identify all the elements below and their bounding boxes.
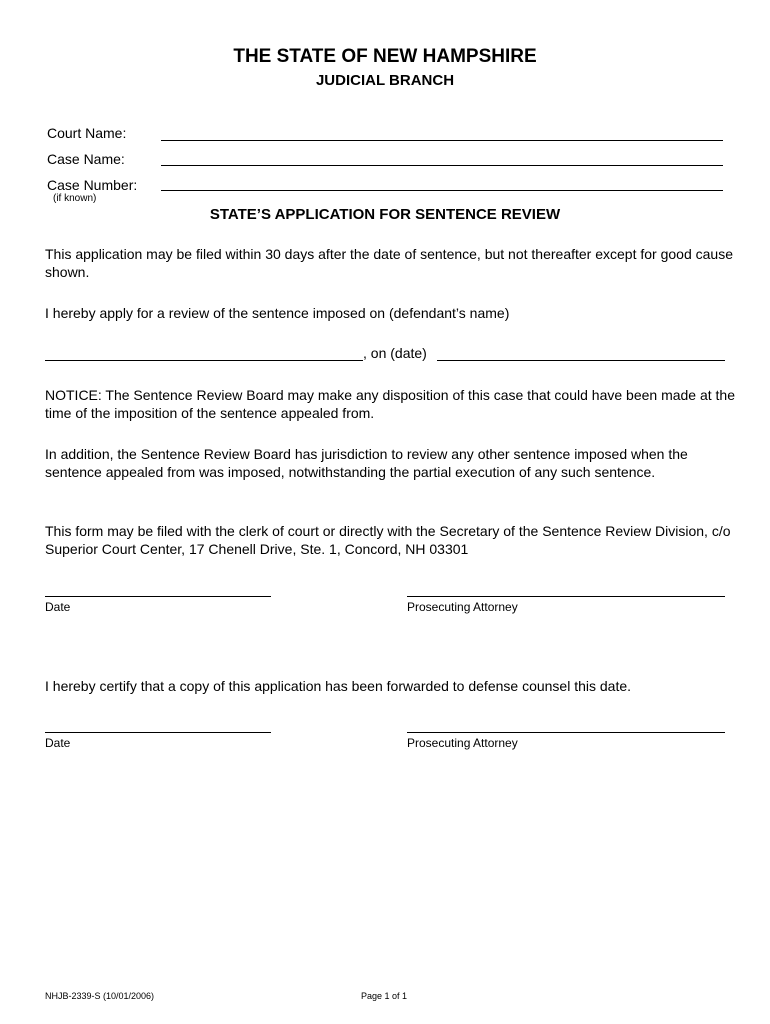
- court-name-field[interactable]: [161, 140, 723, 141]
- jurisdiction-paragraph: In addition, the Sentence Review Board has jurisdiction to review any other sentence imposed when the sentence appealed from was imposed, notwithstanding the partial execution of any such sentence.: [45, 446, 688, 480]
- filing-location-paragraph: This form may be filed with the clerk of court or directly with the Secretary of the Sentence Review Division, c/o Superior Court Center, 17 Chenell Drive, Ste. 1, Concord, NH 03301: [45, 523, 731, 557]
- page-number: Page 1 of 1: [361, 991, 408, 1001]
- attorney-signature-line-1[interactable]: [407, 596, 725, 597]
- case-number-label: Case Number:: [47, 177, 138, 193]
- attorney-signature-line-2[interactable]: [407, 732, 725, 733]
- defendant-name-field[interactable]: [45, 360, 363, 361]
- form-title: STATE’S APPLICATION FOR SENTENCE REVIEW: [209, 206, 561, 223]
- case-name-label: Case Name:: [47, 151, 125, 167]
- sentence-date-field[interactable]: [437, 360, 725, 361]
- notice-paragraph: NOTICE: The Sentence Review Board may make any disposition of this case that could have been made at the time of the imposition of the sentence appealed from.: [45, 387, 736, 421]
- form-number: NHJB-2339-S (10/01/2006): [45, 991, 155, 1001]
- attorney-label-2: Prosecuting Attorney: [407, 736, 518, 750]
- document-subtitle: JUDICIAL BRANCH: [315, 72, 455, 89]
- case-number-note: (if known): [53, 193, 97, 204]
- case-number-field[interactable]: [161, 190, 723, 191]
- document-title: THE STATE OF NEW HAMPSHIRE: [233, 46, 537, 67]
- certification-statement: I hereby certify that a copy of this application has been forwarded to defense counsel this date.: [45, 678, 632, 694]
- apply-statement: I hereby apply for a review of the sentence imposed on (defendant’s name): [45, 305, 510, 321]
- attorney-label-1: Prosecuting Attorney: [407, 600, 518, 614]
- on-date-label: , on (date): [363, 345, 427, 361]
- date-label-1: Date: [45, 600, 71, 614]
- date-signature-line-1[interactable]: [45, 596, 271, 597]
- filing-notice: This application may be filed within 30 days after the date of sentence, but not thereafter except for good cause shown.: [45, 246, 733, 280]
- court-name-label: Court Name:: [47, 125, 127, 141]
- case-name-field[interactable]: [161, 165, 723, 166]
- date-signature-line-2[interactable]: [45, 732, 271, 733]
- date-label-2: Date: [45, 736, 71, 750]
